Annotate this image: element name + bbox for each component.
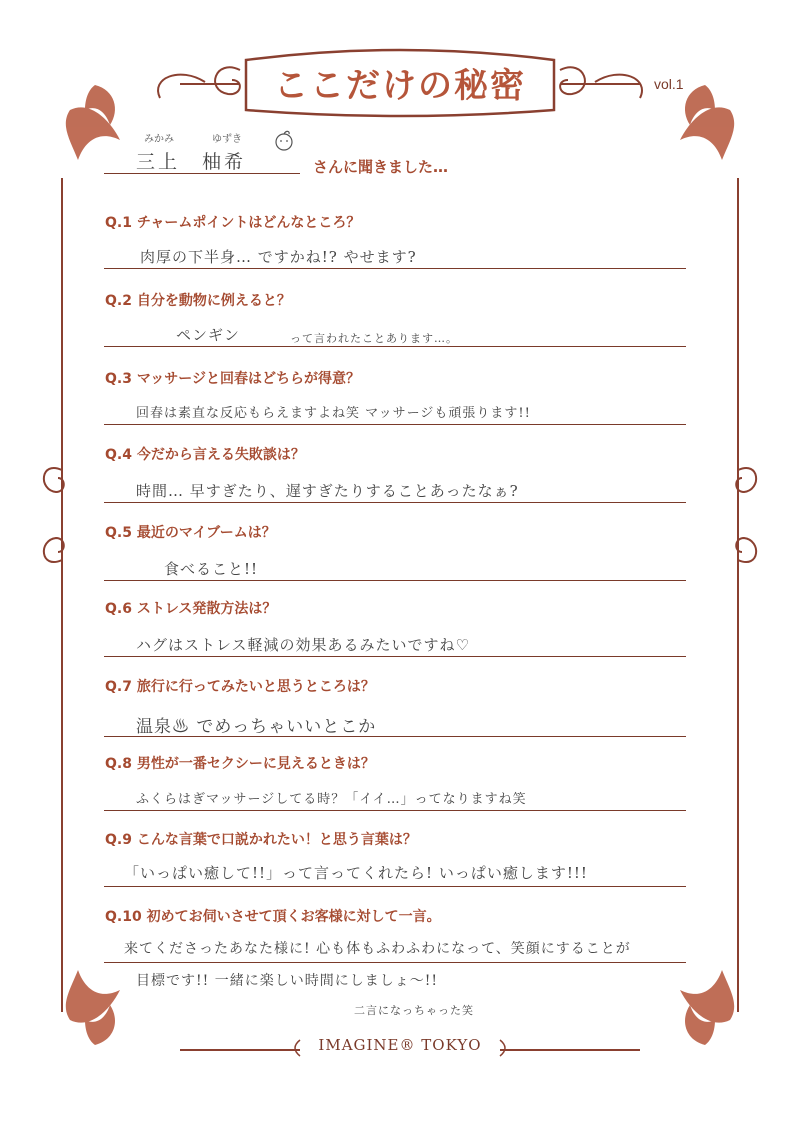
question-7: Q.7 旅行に行ってみたいと思うところは？: [105, 679, 375, 695]
question-5: Q.5 最近のマイブームは？: [105, 525, 276, 541]
yuzu-icon: [272, 128, 296, 152]
ruby-given-name: ゆずき: [212, 134, 242, 145]
answer-2-extra: って言われたことあります…。: [290, 332, 458, 345]
answer-line: [104, 424, 686, 425]
question-6: Q.6 ストレス発散方法は？: [105, 601, 277, 617]
name-underline: [104, 173, 300, 174]
page-title: ここだけの秘密: [274, 65, 526, 106]
answer-line: [104, 346, 686, 347]
answer-line: [104, 580, 686, 581]
question-1: Q.1 チャームポイントはどんなところ？: [105, 215, 361, 231]
answer-line: [104, 962, 686, 963]
question-4: Q.4 今だから言える失敗談は？: [105, 447, 305, 463]
brand-logo: IMAGINE® TOKYO: [318, 1036, 482, 1054]
question-10: Q.10 初めてお伺いさせて頂くお客様に対して一言。: [105, 909, 441, 925]
answer-9: 「いっぱい癒して!!」って言ってくれたら! いっぱい癒します!!!: [124, 864, 588, 882]
title-banner: [245, 52, 555, 112]
interviewee-name: 三上 柚希: [136, 151, 247, 173]
ruby-family-name: みかみ: [144, 134, 174, 145]
answer-line: [104, 736, 686, 737]
answer-3: 回春は素直な反応もらえますよね笑 マッサージも頑張ります!!: [136, 406, 531, 421]
answer-line: [104, 268, 686, 269]
answer-10-note: 二言になっちゃった笑: [354, 1004, 474, 1017]
answer-10-line-2: 目標です!! 一緒に楽しい時間にしましょ〜!!: [136, 973, 438, 989]
answer-8: ふくらはぎマッサージしてる時？「イイ…」ってなりますね笑: [136, 792, 527, 807]
answer-line: [104, 886, 686, 887]
answer-line: [104, 656, 686, 657]
answer-7: 温泉♨ でめっちゃいいとこか: [136, 717, 377, 737]
answer-6: ハグはストレス軽減の効果あるみたいですね♡: [136, 636, 470, 654]
answer-4: 時間… 早すぎたり、遅すぎたりすることあったなぁ?: [136, 482, 519, 500]
intro-suffix: さんに聞きました…: [313, 158, 449, 176]
question-2: Q.2 自分を動物に例えると？: [105, 293, 291, 309]
answer-5: 食べること!!: [164, 560, 259, 578]
answer-1: 肉厚の下半身… ですかね!? やせます?: [140, 248, 417, 266]
answer-2: ペンギン: [176, 326, 240, 344]
volume-label: vol.1: [654, 76, 684, 92]
question-8: Q.8 男性が一番セクシーに見えるときは？: [105, 756, 375, 772]
question-9: Q.9 こんな言葉で口説かれたい！と思う言葉は？: [105, 832, 417, 848]
answer-line: [104, 502, 686, 503]
answer-line: [104, 810, 686, 811]
question-3: Q.3 マッサージと回春はどちらが得意？: [105, 371, 360, 387]
answer-10-line-1: 来てくださったあなた様に! 心も体もふわふわになって、笑顔にすることが: [124, 941, 631, 957]
